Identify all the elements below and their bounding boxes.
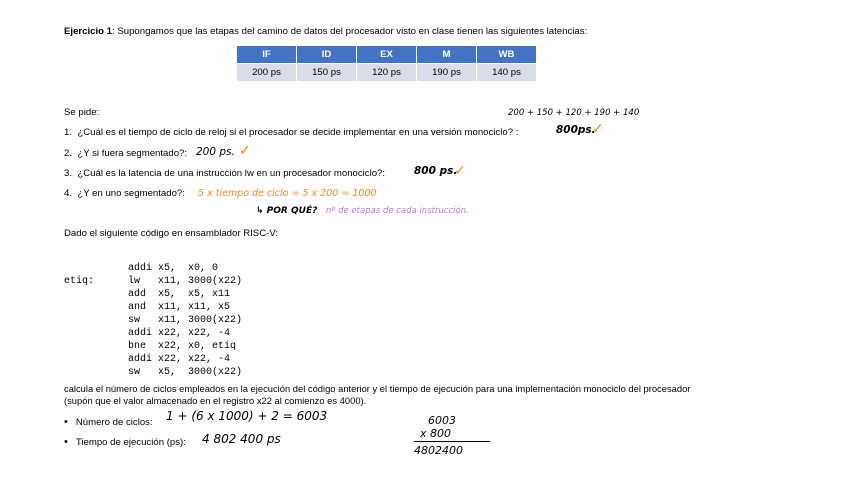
hand-mult-a: 6003 [428, 414, 456, 427]
question-number: 3. [64, 168, 73, 179]
hand-q2-answer: 200 ps. [196, 146, 235, 158]
question-text: ¿Cuál es la latencia de una instrucción lw en un procesador monociclo?: [77, 168, 386, 179]
code-line: bne x22, x0, etiq [128, 341, 237, 352]
bullet-text: Tiempo de ejecución (ps): [75, 437, 186, 448]
hand-q4-answer: 5 x tiempo de ciclo = 5 x 200 = 1000 [198, 188, 377, 199]
question-number: 2. [64, 148, 73, 159]
bullet-icon: • [64, 436, 68, 448]
hand-q1-answer: 800ps. [556, 124, 596, 136]
se-pide-label: Se pide: [64, 107, 100, 118]
code-line: addi x5, x0, 0 [128, 263, 219, 274]
code-line: sw x11, 3000(x22) [128, 315, 243, 326]
code-intro: Dado el siguiente código en ensamblador RISC-V: [64, 228, 279, 239]
header-ex: EX [357, 46, 417, 64]
question-text: ¿Y si fuera segmentado?: [77, 148, 188, 159]
exercise-statement: : Supongamos que las etapas del camino de datos del procesador visto en clase tienen las siguientes latencias: [112, 26, 588, 37]
latency-value-row [237, 64, 537, 82]
code-line: add x5, x5, x11 [128, 289, 231, 300]
check-mark-icon: ✓ [592, 120, 604, 136]
question-2 [64, 148, 187, 159]
latency-header-row [237, 46, 537, 64]
question-number: 4. [64, 188, 73, 199]
question-3 [64, 168, 385, 179]
bullet-icon: • [64, 416, 68, 428]
question-text: ¿Cuál es el tiempo de ciclo de reloj si el procesador se decide implementar en una versión monociclo? : [77, 127, 519, 138]
value-if: 200 ps [237, 64, 297, 82]
header-m: M [417, 46, 477, 64]
hand-q3-answer: 800 ps. [414, 165, 458, 177]
question-number: 1. [64, 127, 73, 138]
header-wb: WB [477, 46, 537, 64]
value-id: 150 ps [297, 64, 357, 82]
code-label: etiq: [64, 276, 95, 287]
code-line: lw x11, 3000(x22) [128, 276, 243, 287]
hand-mult-result: 4802400 [414, 444, 463, 457]
value-wb: 140 ps [477, 64, 537, 82]
mult-divider [414, 441, 490, 442]
hand-cycles-answer: 1 + (6 x 1000) + 2 = 6003 [166, 409, 328, 423]
code-block [128, 262, 242, 379]
bullet-time [64, 436, 186, 448]
code-line: addi x22, x22, -4 [128, 354, 231, 365]
exercise-title: Ejercicio 1 [64, 26, 112, 37]
latency-table [236, 45, 537, 82]
value-m: 190 ps [417, 64, 477, 82]
question-4 [64, 188, 185, 199]
code-line: and x11, x11, x5 [128, 302, 231, 313]
hand-q4-reason: nº de etapas de cada instrucción. [326, 206, 469, 216]
bullet-cycles [64, 416, 153, 428]
header-id: ID [297, 46, 357, 64]
hand-time-answer: 4 802 400 ps [202, 432, 281, 446]
question-1 [64, 127, 518, 138]
question-text: ¿Y en uno segmentado?: [77, 188, 185, 199]
final-paragraph-line-2: (supón que el valor almacenado en el registro x22 al comienzo es 4000). [64, 395, 367, 406]
header-if: IF [237, 46, 297, 64]
check-mark-icon: ✓ [239, 142, 251, 158]
code-line: addi x22, x22, -4 [128, 328, 231, 339]
check-mark-icon: ✓ [454, 162, 466, 178]
exercise-heading [64, 26, 587, 37]
final-paragraph-line-1: calcula el número de ciclos empleados en la ejecución del código anterior y el tiempo de ejecución para una implementación monociclo del procesador [64, 383, 691, 394]
hand-q4-why: ↳ POR QUÉ? [256, 206, 318, 216]
hand-q1-sum: 200 + 150 + 120 + 190 + 140 [508, 108, 640, 118]
code-line: sw x5, 3000(x22) [128, 367, 243, 378]
bullet-text: Número de ciclos: [75, 417, 153, 428]
value-ex: 120 ps [357, 64, 417, 82]
hand-mult-b: x 800 [420, 427, 452, 440]
